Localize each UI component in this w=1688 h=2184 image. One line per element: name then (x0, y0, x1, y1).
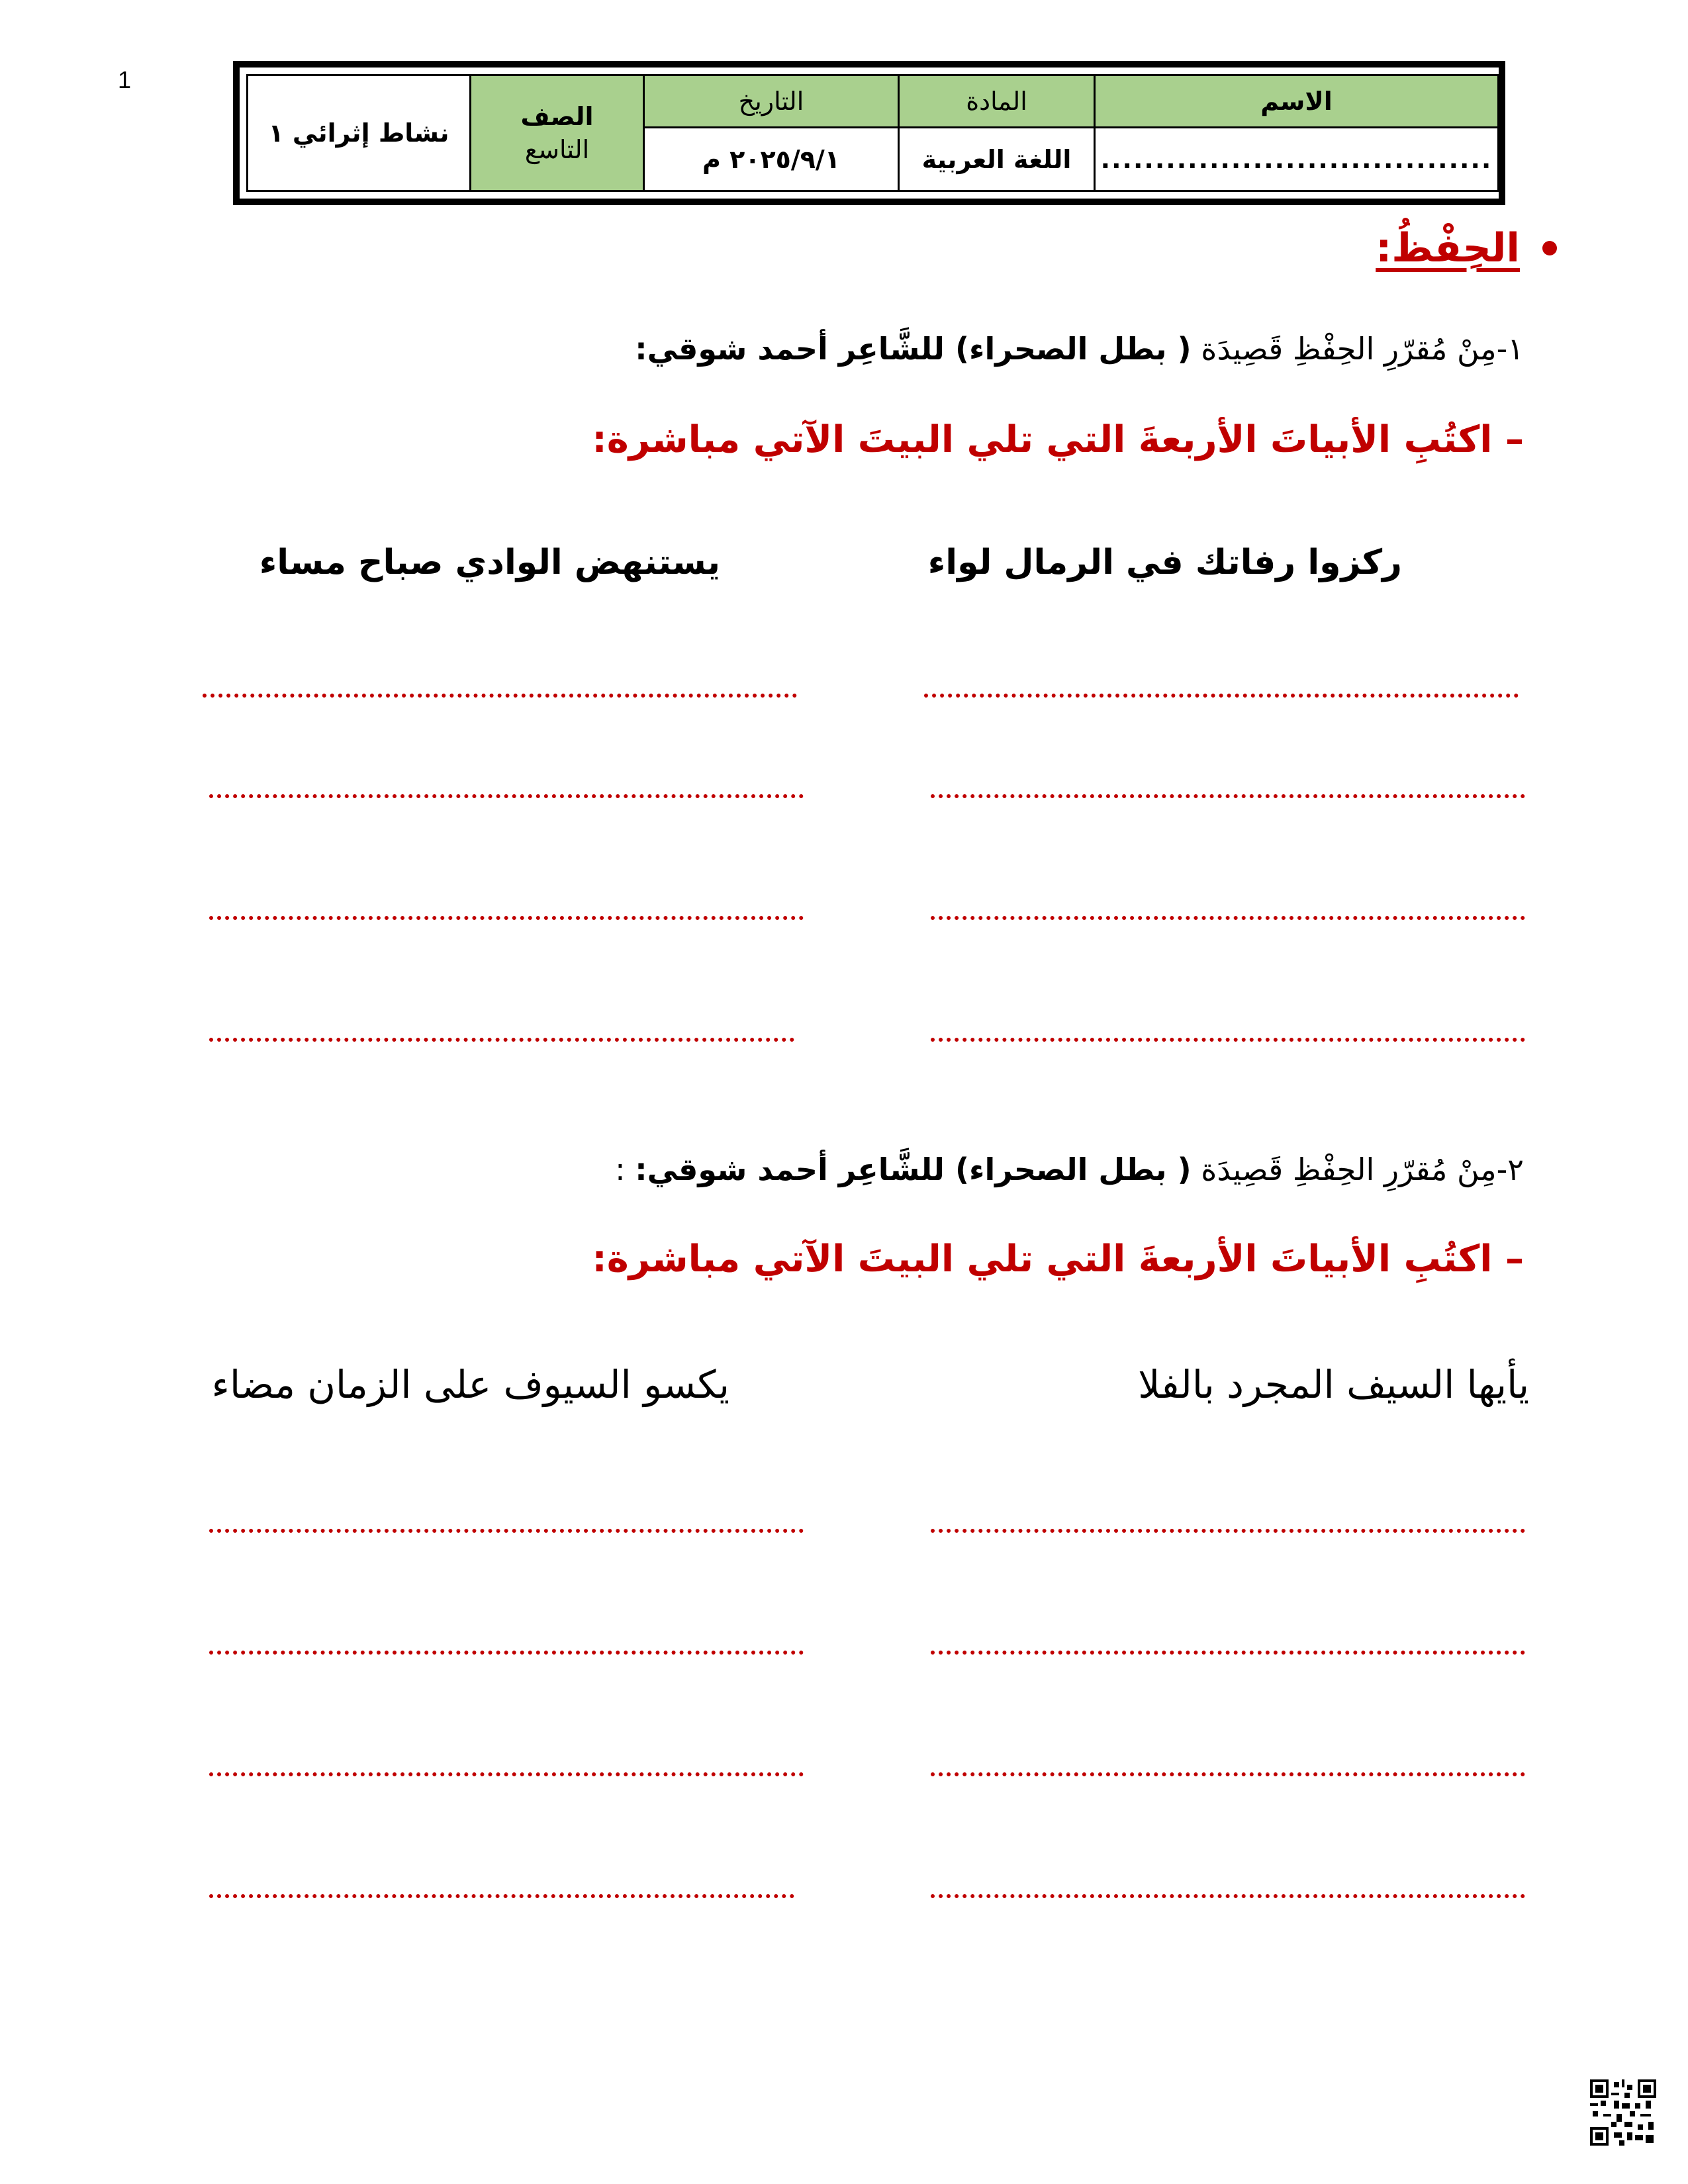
answer-line-1-right[interactable] (924, 694, 1519, 698)
answer-line-1-left[interactable] (203, 694, 797, 698)
grade-cell (471, 75, 644, 191)
answer-line-8-right[interactable] (931, 1894, 1525, 1898)
answer-line-4-left[interactable] (209, 1038, 794, 1042)
question-1-poem: ( بطل الصحراء) للشَّاعِر أحمد شوقي: (635, 331, 1192, 367)
question-2-verse-second: يكسو السيوف على الزمان مضاء (211, 1362, 729, 1407)
section-heading (1376, 225, 1557, 271)
answer-line-2-left[interactable] (209, 794, 804, 798)
answer-line-6-left[interactable] (209, 1651, 804, 1655)
answer-line-6-right[interactable] (931, 1651, 1525, 1655)
grade-value: التاسع (524, 135, 590, 164)
bullet-icon (1542, 241, 1557, 255)
question-1-prefix: ١-مِنْ مُقرّرِ الحِفْظِ قَصِيدَة (1191, 331, 1524, 367)
section-title: الحِفْظُ: (1376, 225, 1520, 271)
name-field[interactable]: .................................... (1095, 128, 1499, 191)
date-label: التاريخ (644, 75, 899, 128)
answer-line-3-right[interactable] (931, 916, 1525, 920)
question-2-verse-first: يأيها السيف المجرد بالفلا (1138, 1362, 1529, 1407)
answer-line-5-left[interactable] (209, 1529, 804, 1533)
question-2-instruction: – اكتُبِ الأبياتَ الأربعةَ التي تلي البيتَ الآتي مباشرة: (592, 1238, 1524, 1281)
question-1-text (635, 331, 1524, 367)
grade-label: الصف (520, 102, 594, 131)
question-2-poem: ( بطل الصحراء) للشَّاعِر أحمد شوقي: (635, 1152, 1192, 1187)
subject-label: المادة (899, 75, 1095, 128)
answer-line-7-left[interactable] (209, 1772, 804, 1776)
question-2-text (615, 1152, 1524, 1187)
question-2-prefix: ٢-مِنْ مُقرّرِ الحِفْظِ قَصِيدَة (1191, 1152, 1524, 1187)
answer-line-4-right[interactable] (931, 1038, 1525, 1042)
answer-line-3-left[interactable] (209, 916, 804, 920)
question-1-verse-second: يستنهض الوادي صباح مساء (259, 543, 720, 582)
answer-line-8-left[interactable] (209, 1894, 794, 1898)
name-label: الاسم (1095, 75, 1499, 128)
page-number: 1 (118, 66, 132, 93)
question-1-verse-first: ركزوا رفاتك في الرمال لواء (927, 543, 1402, 582)
question-1-instruction: – اكتُبِ الأبياتَ الأربعةَ التي تلي البيتَ الآتي مباشرة: (592, 418, 1524, 461)
answer-line-5-right[interactable] (931, 1529, 1525, 1533)
activity-title: نشاط إثرائي ١ (248, 75, 471, 191)
question-2-suffix: : (615, 1152, 635, 1187)
header-info-table (233, 61, 1505, 205)
subject-value: اللغة العربية (899, 128, 1095, 191)
answer-line-2-right[interactable] (931, 794, 1525, 798)
answer-line-7-right[interactable] (931, 1772, 1525, 1776)
date-value: ٢٠٢٥/٩/١ م (644, 128, 899, 191)
qr-code-icon (1590, 2079, 1656, 2146)
